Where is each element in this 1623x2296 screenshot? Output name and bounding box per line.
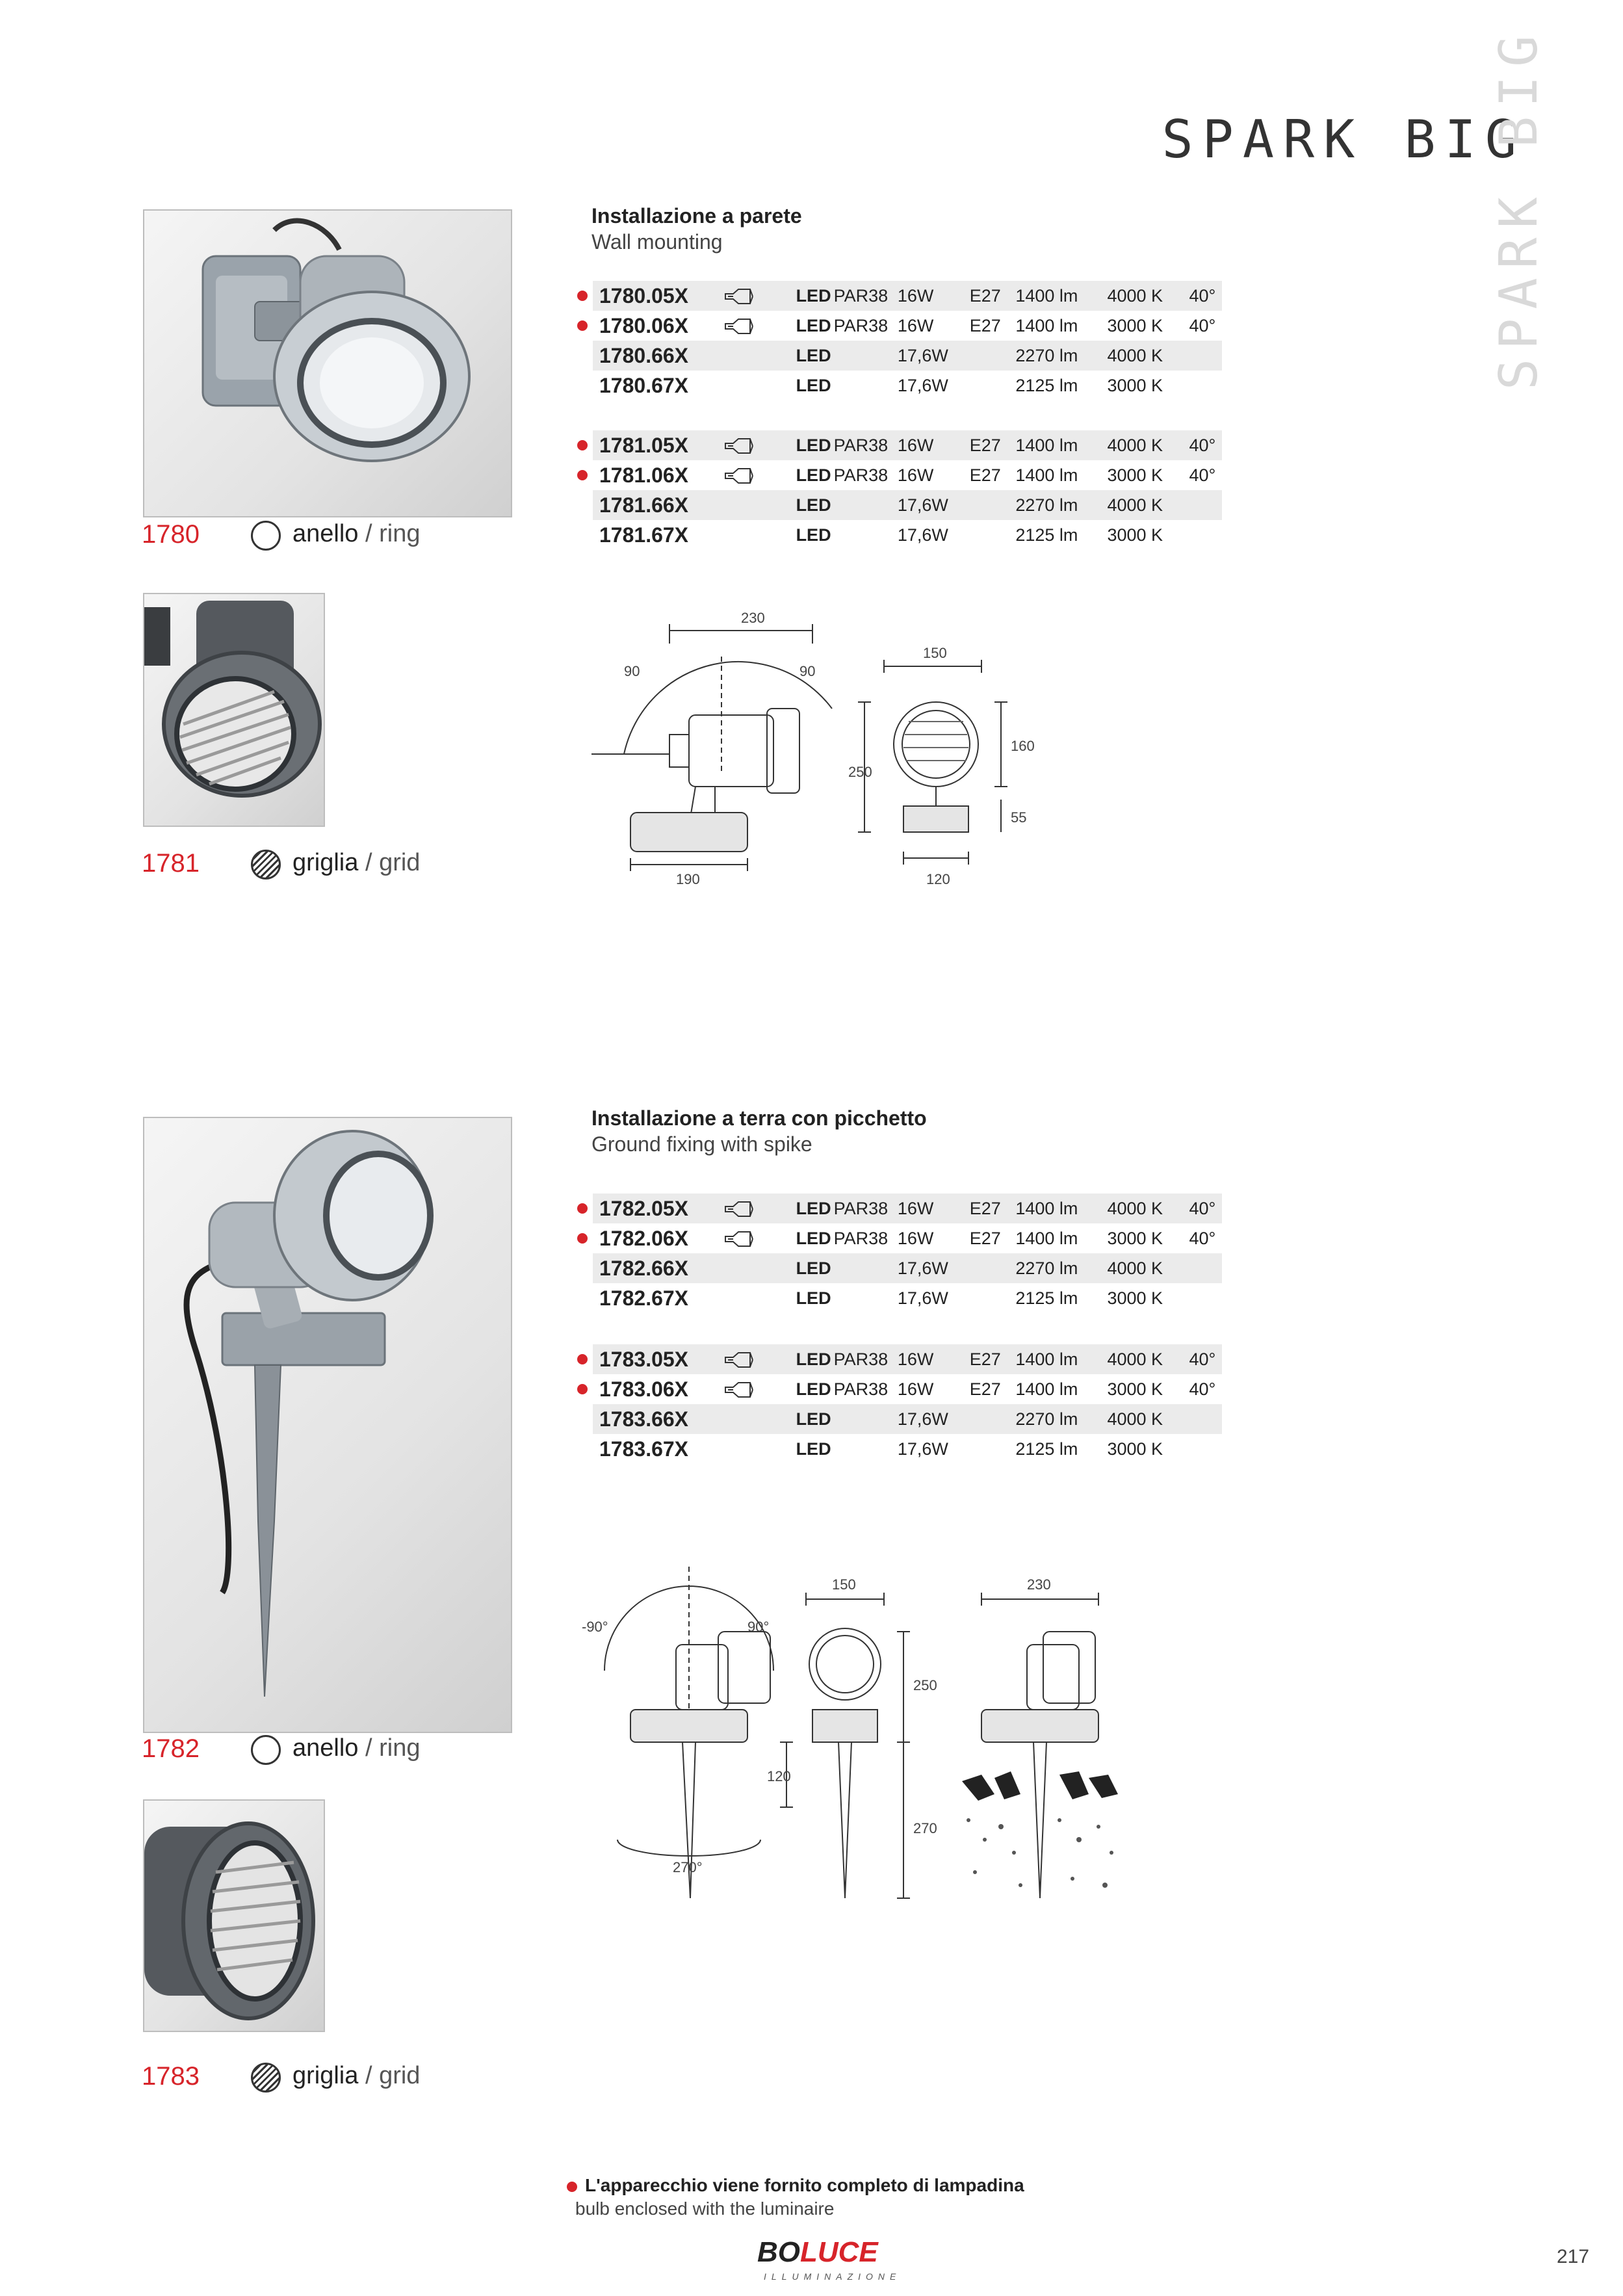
included-bulb-bullet-icon — [577, 1233, 588, 1244]
luminous-flux: 1400 lm — [1015, 1344, 1107, 1374]
brand-logo-sub: ILLUMINAZIONE — [764, 2271, 902, 2282]
dim-120: 120 — [926, 871, 950, 887]
article-code: 1783.67X — [599, 1437, 689, 1461]
lamp-icon — [724, 1231, 754, 1247]
led-label: LED — [796, 285, 831, 306]
vertical-title: SPARK BIG — [1488, 26, 1549, 390]
luminous-flux: 2270 lm — [1015, 1404, 1107, 1434]
article-code: 1781.66X — [593, 490, 724, 520]
table-row — [593, 1404, 1222, 1434]
source-type — [796, 430, 898, 460]
section-subtitle-ground: Ground fixing with spike — [591, 1132, 812, 1156]
color-temperature: 4000 K — [1107, 1194, 1189, 1223]
beam-angle: 40° — [1189, 1194, 1222, 1223]
socket: E27 — [970, 1344, 1016, 1374]
lamp-icon — [724, 1381, 754, 1398]
article-code: 1782.67X — [599, 1286, 689, 1310]
product-code-1783: 1783 — [142, 2062, 200, 2091]
lamp-type — [831, 346, 834, 365]
table-row — [593, 1344, 1222, 1374]
table-row — [593, 1223, 1222, 1253]
color-temperature: 3000 K — [1107, 465, 1163, 485]
dim-270: 270 — [913, 1820, 937, 1836]
power: 17,6W — [897, 375, 948, 395]
variant-it: griglia — [292, 2062, 359, 2089]
dim-230: 230 — [1027, 1576, 1051, 1593]
socket: E27 — [970, 281, 1016, 311]
luminous-flux: 1400 lm — [1015, 1194, 1107, 1223]
ring-symbol-icon — [251, 1735, 281, 1765]
source-type — [796, 1374, 898, 1404]
dim-250: 250 — [913, 1677, 937, 1693]
brand-logo-part-b: LUCE — [800, 2236, 878, 2268]
footnote-bullet-icon — [567, 2182, 577, 2192]
power: 17,6W — [897, 525, 948, 545]
led-label: LED — [796, 1258, 831, 1278]
lamp-type — [831, 1409, 834, 1429]
product-code-1781: 1781 — [142, 849, 200, 878]
footnote-it: L'apparecchio viene fornito completo di lampadina — [585, 2175, 1024, 2195]
variant-en: grid — [379, 2062, 421, 2089]
ground-spike-dimension-drawing — [578, 1560, 1137, 1963]
socket — [970, 1404, 1016, 1434]
luminous-flux: 2270 lm — [1015, 1253, 1107, 1283]
lamp-type — [831, 1439, 834, 1459]
grid-symbol-icon — [251, 2063, 281, 2093]
source-type — [796, 1223, 898, 1253]
spec-table — [593, 281, 1222, 400]
dim-55: 55 — [1011, 809, 1027, 826]
variant-label-1781 — [292, 849, 420, 877]
beam-angle: 40° — [1189, 430, 1222, 460]
footnote-en: bulb enclosed with the luminaire — [575, 2198, 835, 2219]
color-temperature: 3000 K — [1107, 1439, 1163, 1459]
led-label: LED — [796, 315, 831, 335]
article-code: 1780.66X — [593, 341, 724, 371]
led-label: LED — [796, 1349, 831, 1369]
beam-angle — [1189, 520, 1222, 550]
power: 16W — [897, 315, 934, 335]
dim-150: 150 — [923, 645, 947, 661]
luminous-flux: 1400 lm — [1015, 315, 1078, 335]
socket — [970, 490, 1016, 520]
dim-250: 250 — [848, 764, 872, 780]
product-code-1782: 1782 — [142, 1734, 200, 1763]
led-label: LED — [796, 345, 831, 365]
source-type — [796, 1404, 898, 1434]
beam-angle: 40° — [1189, 1344, 1222, 1374]
power: 17,6W — [898, 1404, 970, 1434]
beam-angle: 40° — [1189, 315, 1216, 335]
variant-en: ring — [379, 520, 421, 547]
variant-it: anello — [292, 1734, 359, 1762]
power: 16W — [898, 1194, 970, 1223]
table-row — [593, 341, 1222, 371]
socket — [970, 1434, 1016, 1464]
table-row — [593, 490, 1222, 520]
color-temperature: 3000 K — [1107, 1288, 1163, 1308]
lamp-type — [831, 376, 834, 395]
included-bulb-bullet-icon — [577, 320, 588, 331]
article-code: 1783.66X — [593, 1404, 724, 1434]
article-code: 1783.06X — [599, 1377, 689, 1401]
color-temperature: 4000 K — [1107, 341, 1189, 371]
product-code-1780: 1780 — [142, 520, 200, 549]
dim-270-degrees: 270° — [673, 1859, 703, 1875]
led-label: LED — [796, 525, 831, 545]
spike-lamp-grid-illustration — [144, 1801, 324, 2031]
beam-angle — [1189, 1253, 1222, 1283]
source-type — [796, 1344, 898, 1374]
socket: E27 — [970, 430, 1016, 460]
dim-90-right: 90 — [799, 663, 816, 679]
dim-150: 150 — [832, 1576, 856, 1593]
socket: E27 — [970, 1194, 1016, 1223]
lamp-icon — [724, 288, 754, 305]
color-temperature: 4000 K — [1107, 1344, 1189, 1374]
power: 16W — [898, 1344, 970, 1374]
lamp-type — [831, 1288, 834, 1308]
table-row — [593, 520, 1222, 550]
page-number: 217 — [1557, 2246, 1590, 2267]
section-title-ground: Installazione a terra con picchetto — [591, 1106, 927, 1130]
luminous-flux: 2125 lm — [1015, 525, 1078, 545]
table-row — [593, 430, 1222, 460]
dim-minus-90: -90° — [582, 1619, 608, 1635]
power: 17,6W — [898, 1253, 970, 1283]
brand-logo — [757, 2236, 878, 2269]
included-bulb-bullet-icon — [577, 470, 588, 480]
power: 17,6W — [898, 490, 970, 520]
lamp-icon-cell — [724, 1253, 796, 1283]
table-row — [593, 371, 1222, 400]
lamp-icon — [724, 1201, 754, 1218]
beam-angle: 40° — [1189, 1228, 1216, 1248]
article-code: 1782.06X — [599, 1226, 689, 1250]
table-row — [593, 311, 1222, 341]
source-type — [796, 1253, 898, 1283]
source-type — [796, 1283, 898, 1313]
beam-angle — [1189, 1404, 1222, 1434]
led-label: LED — [796, 1379, 831, 1399]
product-photo-1780 — [143, 209, 512, 517]
socket — [970, 341, 1016, 371]
lamp-icon-cell — [724, 311, 796, 341]
product-photo-1781 — [143, 593, 325, 827]
variant-label-1783 — [292, 2062, 420, 2090]
led-label: LED — [796, 1439, 831, 1459]
lamp-icon — [724, 1351, 754, 1368]
lamp-type: PAR38 — [833, 315, 889, 335]
led-label: LED — [796, 435, 831, 455]
lamp-icon-cell — [724, 430, 796, 460]
variant-en: grid — [379, 849, 421, 876]
lamp-icon — [724, 467, 754, 484]
beam-angle — [1189, 371, 1222, 400]
source-type — [796, 490, 898, 520]
article-code: 1783.05X — [593, 1344, 724, 1374]
beam-angle: 40° — [1189, 1379, 1216, 1399]
luminous-flux: 1400 lm — [1015, 1379, 1078, 1399]
source-type — [796, 520, 898, 550]
variant-sep: / — [358, 2062, 380, 2089]
lamp-icon — [724, 437, 754, 454]
grid-symbol-icon — [251, 850, 281, 880]
led-label: LED — [796, 465, 831, 485]
lamp-icon-cell — [724, 1223, 796, 1253]
included-bulb-bullet-icon — [577, 1354, 588, 1364]
led-label: LED — [796, 1288, 831, 1308]
dim-190: 190 — [676, 871, 700, 887]
lamp-icon-cell — [724, 460, 796, 490]
source-type — [796, 341, 898, 371]
led-label: LED — [796, 1228, 831, 1248]
power: 16W — [898, 430, 970, 460]
color-temperature: 3000 K — [1107, 375, 1163, 395]
socket: E27 — [969, 1228, 1001, 1248]
socket: E27 — [969, 465, 1001, 485]
article-code: 1781.06X — [599, 463, 689, 487]
table-row — [593, 460, 1222, 490]
color-temperature: 3000 K — [1107, 315, 1163, 335]
lamp-icon-cell — [724, 1434, 796, 1464]
table-row — [593, 1434, 1222, 1464]
lamp-icon — [724, 318, 754, 335]
variant-it: anello — [292, 520, 359, 547]
lamp-type: PAR38 — [833, 465, 889, 485]
lamp-icon-cell — [724, 490, 796, 520]
lamp-grid-illustration — [144, 594, 324, 826]
luminous-flux: 2125 lm — [1015, 1288, 1078, 1308]
lamp-type — [831, 525, 834, 545]
power: 16W — [897, 1379, 934, 1399]
ring-symbol-icon — [251, 521, 281, 551]
lamp-icon-cell — [724, 341, 796, 371]
led-label: LED — [796, 1409, 831, 1429]
variant-label-1782 — [292, 1734, 420, 1762]
color-temperature: 4000 K — [1107, 1404, 1189, 1434]
source-type — [796, 460, 898, 490]
lamp-icon-cell — [724, 281, 796, 311]
lamp-icon-cell — [724, 520, 796, 550]
table-row — [593, 1253, 1222, 1283]
lamp-icon-cell — [724, 1404, 796, 1434]
spec-table — [593, 1344, 1222, 1464]
led-label: LED — [796, 1198, 831, 1218]
lamp-type — [831, 1259, 834, 1278]
socket: E27 — [969, 1379, 1001, 1399]
wall-mount-dimension-drawing — [585, 605, 1040, 910]
lamp-type — [831, 495, 834, 515]
dim-160: 160 — [1011, 738, 1035, 754]
table-row — [593, 1374, 1222, 1404]
page-title: SPARK BIG — [1162, 109, 1526, 170]
dim-120: 120 — [767, 1768, 791, 1784]
variant-label-1780 — [292, 520, 420, 548]
beam-angle — [1189, 1434, 1222, 1464]
article-code: 1782.05X — [593, 1194, 724, 1223]
power: 16W — [898, 281, 970, 311]
article-code: 1780.67X — [599, 373, 689, 397]
table-row — [593, 1194, 1222, 1223]
power: 16W — [897, 1228, 934, 1248]
included-bulb-bullet-icon — [577, 1384, 588, 1394]
socket — [970, 1283, 1016, 1313]
source-type — [796, 281, 898, 311]
variant-sep: / — [358, 520, 380, 547]
led-label: LED — [796, 495, 831, 515]
article-code: 1780.06X — [599, 313, 689, 337]
lamp-icon-cell — [724, 1344, 796, 1374]
variant-it: griglia — [292, 849, 359, 876]
color-temperature: 4000 K — [1107, 490, 1189, 520]
source-type — [796, 1194, 898, 1223]
color-temperature: 3000 K — [1107, 1228, 1163, 1248]
article-code: 1781.05X — [593, 430, 724, 460]
variant-sep: / — [358, 849, 380, 876]
beam-angle: 40° — [1189, 281, 1222, 311]
beam-angle: 40° — [1189, 465, 1216, 485]
product-photo-1783 — [143, 1799, 325, 2032]
table-row — [593, 281, 1222, 311]
lamp-illustration — [144, 211, 511, 516]
lamp-type: PAR38 — [833, 1349, 889, 1369]
luminous-flux: 1400 lm — [1015, 430, 1107, 460]
lamp-type: PAR38 — [833, 1228, 889, 1248]
dim-90-left: 90 — [624, 663, 640, 679]
spec-table — [593, 430, 1222, 550]
color-temperature: 4000 K — [1107, 281, 1189, 311]
luminous-flux: 1400 lm — [1015, 1228, 1078, 1248]
luminous-flux: 2125 lm — [1015, 1439, 1078, 1459]
source-type — [796, 311, 898, 341]
power: 17,6W — [897, 1439, 948, 1459]
beam-angle — [1189, 1283, 1222, 1313]
source-type — [796, 371, 898, 400]
power: 17,6W — [898, 341, 970, 371]
led-label: LED — [796, 375, 831, 395]
article-code: 1781.67X — [599, 523, 689, 547]
article-code: 1780.05X — [593, 281, 724, 311]
variant-en: ring — [379, 1734, 421, 1762]
included-bulb-bullet-icon — [577, 291, 588, 301]
beam-angle — [1189, 341, 1222, 371]
lamp-icon-cell — [724, 1194, 796, 1223]
socket — [970, 520, 1016, 550]
luminous-flux: 1400 lm — [1015, 465, 1078, 485]
socket — [970, 371, 1016, 400]
luminous-flux: 2270 lm — [1015, 341, 1107, 371]
section-title-wall: Installazione a parete — [591, 204, 802, 228]
lamp-type: PAR38 — [833, 285, 889, 306]
dim-230: 230 — [741, 610, 765, 626]
lamp-type: PAR38 — [833, 1198, 889, 1218]
lamp-type: PAR38 — [833, 435, 889, 455]
section-subtitle-wall: Wall mounting — [591, 230, 723, 254]
spec-table — [593, 1194, 1222, 1313]
variant-sep: / — [358, 1734, 380, 1762]
spike-lamp-illustration — [144, 1118, 511, 1732]
color-temperature: 4000 K — [1107, 430, 1189, 460]
color-temperature: 4000 K — [1107, 1253, 1189, 1283]
source-type — [796, 1434, 898, 1464]
power: 17,6W — [897, 1288, 948, 1308]
socket — [970, 1253, 1016, 1283]
color-temperature: 3000 K — [1107, 525, 1163, 545]
included-bulb-bullet-icon — [577, 1203, 588, 1214]
beam-angle — [1189, 490, 1222, 520]
lamp-icon-cell — [724, 1283, 796, 1313]
lamp-icon-cell — [724, 371, 796, 400]
lamp-icon-cell — [724, 1374, 796, 1404]
included-bulb-bullet-icon — [577, 440, 588, 450]
dim-plus-90: 90° — [747, 1619, 770, 1635]
luminous-flux: 2125 lm — [1015, 375, 1078, 395]
product-photo-1782 — [143, 1117, 512, 1733]
brand-logo-part-a: BO — [757, 2236, 800, 2268]
luminous-flux: 1400 lm — [1015, 281, 1107, 311]
color-temperature: 3000 K — [1107, 1379, 1163, 1399]
socket: E27 — [969, 315, 1001, 335]
luminous-flux: 2270 lm — [1015, 490, 1107, 520]
power: 16W — [897, 465, 934, 485]
article-code: 1782.66X — [593, 1253, 724, 1283]
lamp-type: PAR38 — [833, 1379, 889, 1399]
table-row — [593, 1283, 1222, 1313]
